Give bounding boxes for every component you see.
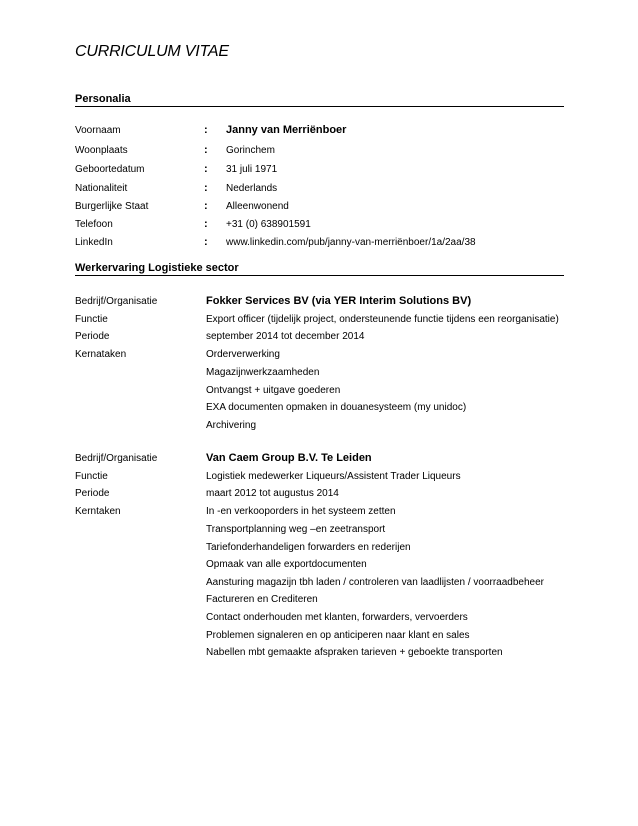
- job-task: Opmaak van alle exportdocumenten: [206, 559, 367, 570]
- field-colon: :: [204, 182, 208, 194]
- job-task: EXA documenten opmaken in douanesysteem (my unidoc): [206, 402, 467, 413]
- job-task: Archivering: [206, 420, 257, 431]
- job-function: Export officer (tijdelijk project, ondersteunende functie tijdens een reorganisatie): [206, 314, 559, 325]
- field-label-nationaliteit: Nationaliteit: [75, 183, 128, 194]
- job-label-bedrijf: Bedrijf/Organisatie: [75, 453, 158, 464]
- job-task: Aansturing magazijn tbh laden / controleren van laadlijsten / voorraadbeheer: [206, 577, 544, 588]
- job-task: Orderverwerking: [206, 349, 280, 360]
- job-task: Problemen signaleren en op anticiperen naar klant en sales: [206, 630, 470, 641]
- job-task: Transportplanning weg –en zeetransport: [206, 524, 386, 535]
- field-value-voornaam: Janny van Merriënboer: [226, 124, 347, 136]
- field-colon: :: [204, 236, 208, 248]
- job-label-functie: Functie: [75, 471, 108, 482]
- job-task: Ontvangst + uitgave goederen: [206, 385, 341, 396]
- field-colon: :: [204, 163, 208, 175]
- field-label-voornaam: Voornaam: [75, 125, 121, 136]
- field-colon: :: [204, 200, 208, 212]
- job-task: Magazijnwerkzaamheden: [206, 367, 320, 378]
- job-label-bedrijf: Bedrijf/Organisatie: [75, 296, 158, 307]
- job-task: Contact onderhouden met klanten, forwarders, vervoerders: [206, 612, 468, 623]
- job-task: Factureren en Crediteren: [206, 594, 318, 605]
- job-task: Tariefonderhandeligen forwarders en rederijen: [206, 542, 411, 553]
- field-label-linkedin: LinkedIn: [75, 237, 113, 248]
- document-title: CURRICULUM VITAE: [75, 43, 229, 60]
- field-label-geboortedatum: Geboortedatum: [75, 164, 145, 175]
- job-task: In -en verkooporders in het systeem zetten: [206, 506, 396, 517]
- job-function: Logistiek medewerker Liqueurs/Assistent Trader Liqueurs: [206, 471, 461, 482]
- job-label-periode: Periode: [75, 331, 110, 342]
- field-value-woonplaats: Gorinchem: [226, 145, 275, 156]
- job-company: Van Caem Group B.V. Te Leiden: [206, 452, 372, 464]
- job-label-taken: Kernataken: [75, 349, 127, 360]
- field-value-linkedin: www.linkedin.com/pub/janny-van-merriënboer/1a/2aa/38: [226, 237, 476, 248]
- section-heading-personalia: Personalia: [75, 93, 564, 107]
- job-company: Fokker Services BV (via YER Interim Solutions BV): [206, 295, 472, 307]
- job-period: september 2014 tot december 2014: [206, 331, 365, 342]
- job-label-functie: Functie: [75, 314, 108, 325]
- field-value-burgerlijke-staat: Alleenwonend: [226, 201, 289, 212]
- section-heading-werkervaring: Werkervaring Logistieke sector: [75, 262, 564, 276]
- field-label-telefoon: Telefoon: [75, 219, 113, 230]
- job-label-periode: Periode: [75, 488, 110, 499]
- field-value-geboortedatum: 31 juli 1971: [226, 164, 278, 175]
- field-value-nationaliteit: Nederlands: [226, 183, 278, 194]
- field-colon: :: [204, 218, 208, 230]
- field-label-burgerlijke-staat: Burgerlijke Staat: [75, 201, 149, 212]
- job-task: Nabellen mbt gemaakte afspraken tarieven + geboekte transporten: [206, 647, 503, 658]
- field-label-woonplaats: Woonplaats: [75, 145, 128, 156]
- field-value-telefoon: +31 (0) 638901591: [226, 219, 311, 230]
- job-period: maart 2012 tot augustus 2014: [206, 488, 339, 499]
- job-label-taken: Kerntaken: [75, 506, 121, 517]
- field-colon: :: [204, 124, 208, 136]
- field-colon: :: [204, 144, 208, 156]
